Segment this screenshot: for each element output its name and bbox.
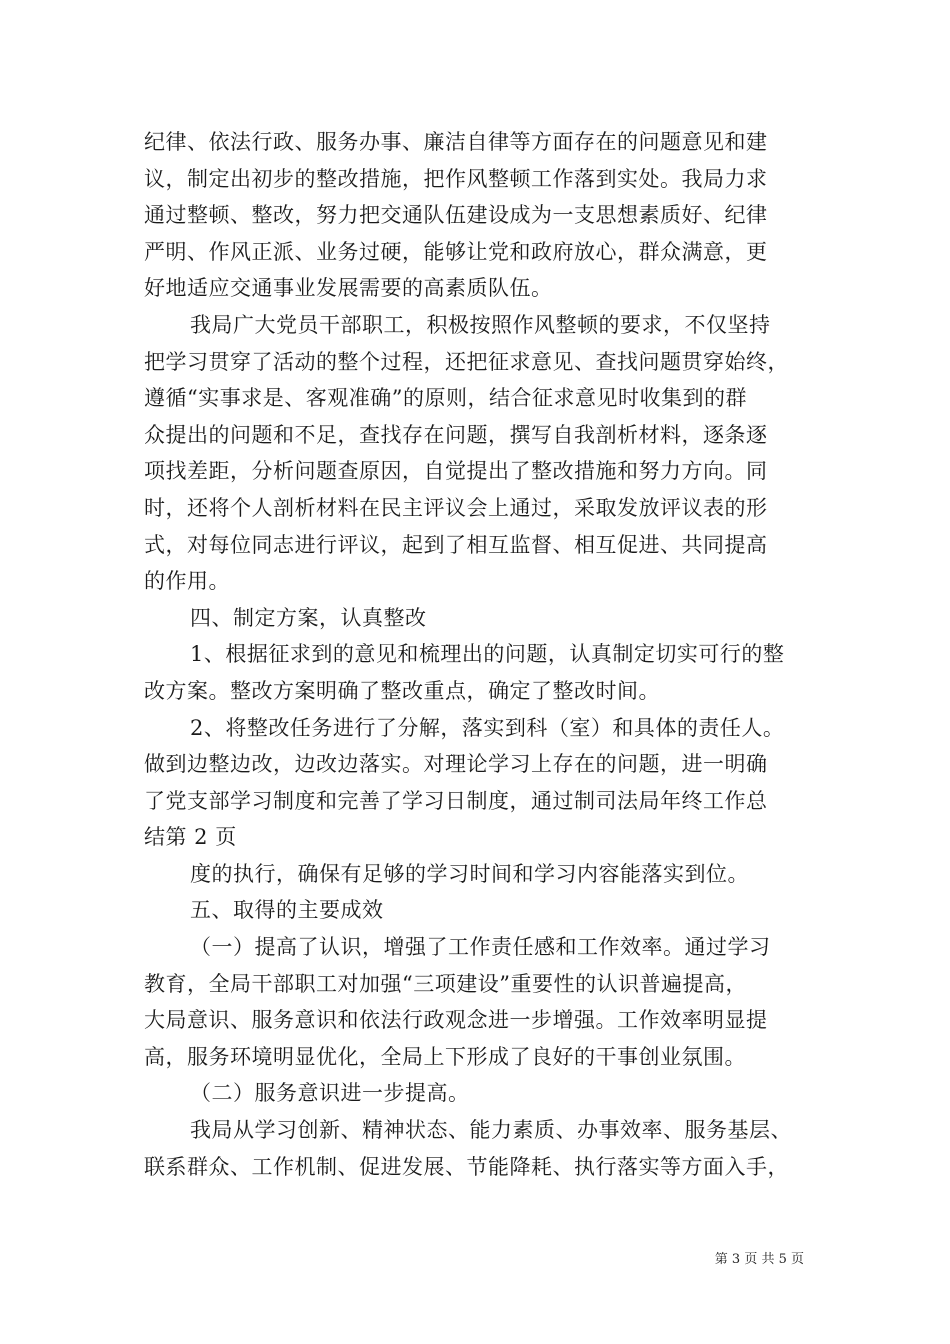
text-line: 教育，全局干部职工对加强“三项建设”重要性的认识普遍提高， xyxy=(144,971,747,996)
text-line: 大局意识、服务意识和依法行政观念进一步增强。工作效率明显提 xyxy=(144,1008,768,1033)
text-line: 把学习贯穿了活动的整个过程，还把征求意见、查找问题贯穿始终， xyxy=(144,349,789,374)
text-line: 度的执行，确保有足够的学习时间和学习内容能落实到位。 xyxy=(190,861,749,886)
text-line: 四、制定方案，认真整改 xyxy=(190,605,427,630)
text-line: 高，服务环境明显优化，全局上下形成了良好的干事创业氛围。 xyxy=(144,1044,746,1069)
text-line: （二）服务意识进一步提高。 xyxy=(190,1081,470,1106)
text-line: 结第 2 页 xyxy=(144,825,237,850)
text-line: 联系群众、工作机制、促进发展、节能降耗、执行落实等方面入手， xyxy=(144,1154,789,1179)
text-line: 好地适应交通事业发展需要的高素质队伍。 xyxy=(144,276,553,301)
text-line: 时，还将个人剖析材料在民主评议会上通过，采取发放评议表的形 xyxy=(144,495,768,520)
text-line: 遵循“实事求是、客观准确”的原则，结合征求意见时收集到的群 xyxy=(144,386,747,411)
text-line: 2、将整改任务进行了分解，落实到科（室）和具体的责任人。 xyxy=(190,715,785,740)
document-body xyxy=(144,124,816,1185)
text-line: 做到边整边改，边改边落实。对理论学习上存在的问题，进一明确 xyxy=(144,752,768,777)
text-line: 通过整顿、整改，努力把交通队伍建设成为一支思想素质好、纪律 xyxy=(144,203,768,228)
text-line: 式，对每位同志进行评议，起到了相互监督、相互促进、共同提高 xyxy=(144,532,768,557)
text-line: 我局广大党员干部职工，积极按照作风整顿的要求，不仅坚持 xyxy=(190,312,771,337)
text-line: 众提出的问题和不足，查找存在问题，撰写自我剖析材料，逐条逐 xyxy=(144,422,768,447)
text-line: （一）提高了认识，增强了工作责任感和工作效率。通过学习 xyxy=(190,935,771,960)
text-line: 严明、作风正派、业务过硬，能够让党和政府放心，群众满意，更 xyxy=(144,239,768,264)
text-line: 了党支部学习制度和完善了学习日制度，通过制司法局年终工作总 xyxy=(144,788,768,813)
page-footer: 第 3 页 共 5 页 xyxy=(714,1252,804,1267)
text-line: 五、取得的主要成效 xyxy=(190,898,384,923)
text-line: 议，制定出初步的整改措施，把作风整顿工作落到实处。我局力求 xyxy=(144,166,768,191)
text-line: 我局从学习创新、精神状态、能力素质、办事效率、服务基层、 xyxy=(190,1118,792,1143)
text-line: 的作用。 xyxy=(144,569,230,594)
text-line: 项找差距，分析问题查原因，自觉提出了整改措施和努力方向。同 xyxy=(144,459,768,484)
text-line: 纪律、依法行政、服务办事、廉洁自律等方面存在的问题意见和建 xyxy=(144,130,768,154)
text-line: 改方案。整改方案明确了整改重点，确定了整改时间。 xyxy=(144,678,660,703)
text-line: 1、根据征求到的意见和梳理出的问题，认真制定切实可行的整 xyxy=(190,642,785,667)
